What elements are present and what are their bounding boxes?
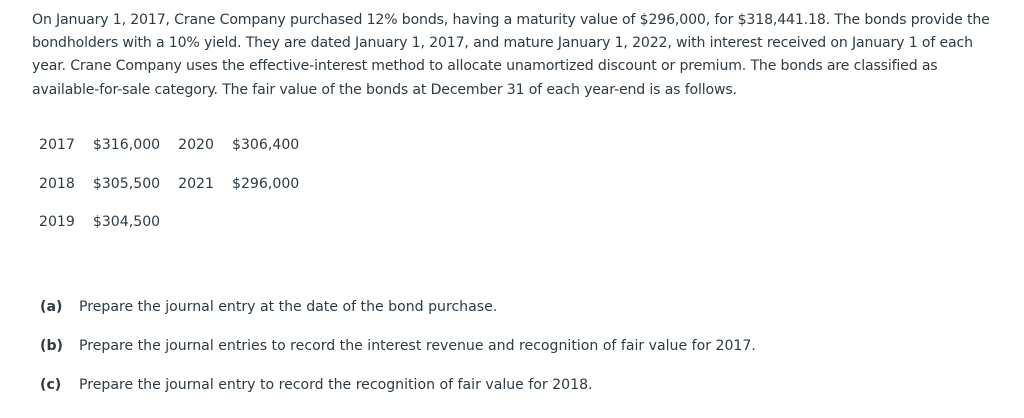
fair-value-cell: $305,500	[92, 175, 161, 192]
year-cell: 2017	[39, 137, 75, 154]
fair-value-cell: $316,000	[92, 137, 161, 154]
table-row	[33, 203, 311, 242]
year-cell: 2019	[39, 214, 75, 231]
year-cell: 2021	[178, 175, 214, 192]
fair-value-table	[33, 126, 311, 242]
part-label: (b)	[40, 337, 63, 354]
question-part-c	[40, 365, 756, 404]
year-cell: 2018	[39, 175, 75, 192]
part-label: (c)	[40, 376, 62, 393]
part-text: Prepare the journal entry at the date of the bond purchase.	[79, 298, 498, 315]
year-cell: 2020	[178, 137, 214, 154]
fair-value-cell: $296,000	[232, 175, 300, 192]
part-text: Prepare the journal entries to record the interest revenue and recognition of fair value for 2017.	[79, 337, 756, 354]
table-row	[33, 165, 311, 204]
fair-value-cell	[226, 203, 311, 242]
fair-value-cell: $304,500	[92, 214, 161, 231]
table-row	[33, 126, 311, 165]
part-label: (a)	[40, 298, 63, 315]
fair-value-cell: $306,400	[232, 137, 300, 154]
question-parts	[40, 287, 756, 404]
question-part-b	[40, 326, 756, 365]
question-part-a	[40, 287, 756, 326]
year-cell	[172, 203, 226, 242]
problem-statement: On January 1, 2017, Crane Company purchased 12% bonds, having a maturity value of $296,000, for $318,441.18. The bonds provide the bondholders with a 10% yield. They are dated January 1, 2017, and mature January 1, 2022, with interest received on January 1 of each year. Crane Company uses the effective-interest method to allocate unamortized discount or premium. The bonds are classified as available-for-sale category. The fair value of the bonds at December 31 of each year-end is as follows.	[32, 12, 990, 98]
part-text: Prepare the journal entry to record the recognition of fair value for 2018.	[79, 376, 593, 393]
